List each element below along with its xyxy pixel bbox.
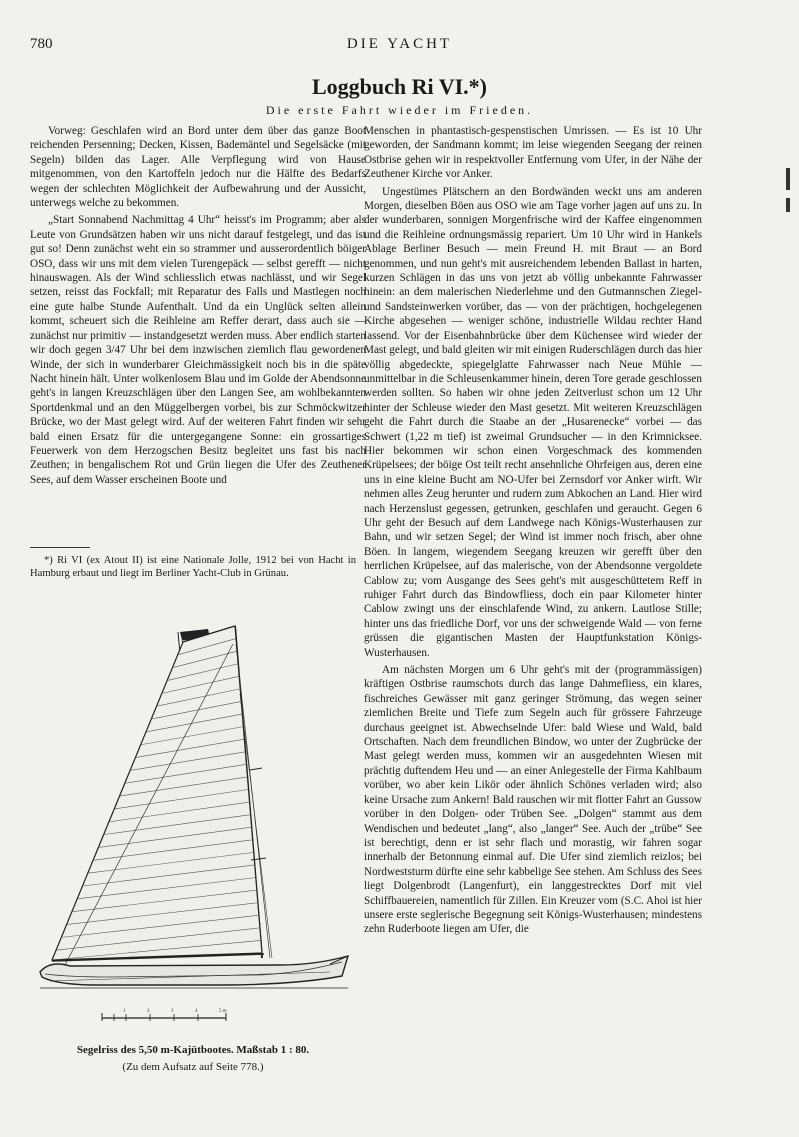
scan-edge-mark bbox=[786, 168, 790, 190]
left-column bbox=[30, 124, 366, 490]
right-paragraph-1: Menschen in phantastisch-gespenstischen Umrissen. — Es ist 10 Uhr geworden, der Sandmann kommt; im leise wiegenden Seegang der reinen Ostbrise gehen wir in respektvoller Entfernung vom Ufer, in der Nähe der Zeuthener Kirche vor Anker. bbox=[364, 125, 702, 181]
right-column bbox=[364, 124, 702, 940]
mainsail bbox=[52, 626, 262, 960]
article-title: Loggbuch Ri VI.*) bbox=[311, 74, 488, 99]
right-paragraph-3: Am nächsten Morgen um 6 Uhr geht's mit der (programmässigen) kräftigen Ostbrise raumschots durch das lange Dahmefliess, ein klares, fischreiches Gewässer mit ganz geringer Strömung, das wegen seiner ziemlichen Breite und Tiefe zum Segeln auch für grössere Fahrzeuge durchaus geeignet ist. Abwechselnde Ufer: bald Wiese und Wald, bald Ortschaften. Nach dem freundlichen Bindow, wo unter der Zugbrücke der Mast gelegt werden muss, kommen wir an ausgedehnten Wiesen mit prächtig duftendem Heu und — an einer Anlegestelle der Firma Kahlbaum vorüber, wo aber kein Likör oder ähnlich Schönes verladen wird; also keine Ursache zum Ankern! Bald rauschen wir mit flotter Fahrt an Gussow vorüber in den Dolgen- oder Trüben See. „Dolgen“ stammt aus dem Wendischen und bedeutet „lang“, also „langer“ See. Auch der „trübe“ See ist berechtigt, denn er ist sehr flach und morastig, wir fahren sogar innerhalb der Betonnung einmal auf. Die Ufer sind ziemlich reizlos; bei Nordweststurm dürfte eine sehr kabbelige See stehen. Am Schluss des Sees liegt Dolgenbrodt (Langenfurt), ein langgestrecktes Dorf mit viel Schiffbauereien, namentlich für Zillen. Ein Kreuzer vom (S.C. Ahoi ist hier unsere erste seglerische Begegnung seit Königs-Wusterhausen; mindestens zehn Ruderboote liegen am Ufer, die bbox=[364, 664, 702, 936]
scale-label: 1 bbox=[123, 1009, 126, 1014]
scale-label: 2 bbox=[147, 1009, 150, 1014]
scale-bar bbox=[102, 1009, 227, 1021]
figure-caption: Segelriss des 5,50 m-Kajütbootes. Maßstab 1 : 80. bbox=[76, 1044, 310, 1056]
footnote-rule bbox=[30, 547, 90, 548]
scale-label: 5 m bbox=[219, 1009, 227, 1014]
left-paragraph-2: „Start Sonnabend Nachmittag 4 Uhr“ heisst's im Programm; aber als Leute von Grundsätzen haben wir uns nicht darauf festgelegt, und das ist gut so! Denn zunächst weht ein so strammer und ausserordentlich böiger OSO, dass wir uns mit dem vielen Turengepäck — selbst gerefft — nicht hinauswagen. Als der Wind schliesslich etwas nachlässt, und wir Segel setzen, reisst das Fockfall; mit Reparatur des Falls und Mastlegen noch eine gute halbe Stunde Aufenthalt. Und da ein Unglück selten allein kommt, scheuert sich die Reihleine am Reffer derart, dass auch sie — zunächst nur primitiv — instandgesetzt werden muss. Aber endlich starten wir doch gegen 3/47 Uhr bei dem inzwischen ziemlich flau gewordenen Winde, der sich in wunderbarer Gleichmässigkeit noch bis in die späte Nacht hinein hält. Unter wolkenlosem Blau und im Golde der Abendsonne geht's in langen Kreuzschlägen über den Langen See, am wohlbekannten Sportdenkmal und an den Müggelbergen vorbei, bis zur Schmöckwitzer Brücke, wo der Mast gelegt wird. Auf der weiteren Fahrt finden wir sehr bald einen Ersatz für die untergegangene Sonne: ein grossartiges Feuerwerk von dem Herzogschen Besitz begleitet uns fast bis nach Zeuthen; in bengalischem Rot und Grün liegen die Ufer des Zeuthener Sees, auf dem Wasser erscheinen Boote und bbox=[30, 214, 366, 486]
right-paragraph-2: Ungestümes Plätschern an den Bordwänden weckt uns am anderen Morgen, dieselben Böen aus OSO wie am Tage vorher jagen auf uns zu. In der wunderbaren, sonnigen Morgenfrische wird der Kaffee eingenommen und die Reihleine ordnungsmässig repariert. Um 10 Uhr wird in Hankels Ablage Berliner Besuch — mein Freund H. mit Braut — an Bord genommen, und nun geht's mit ausreichendem lebenden Ballast in harten, kurzen Schlägen in das uns von jetzt ab völlig unbekannte Fahrwasser hinein: an dem malerischen Niederlehme und den Gutmannschen Ziegel- und Sandsteinwerken vorüber, das — von der prächtigen, hochgelegenen Kirche abgesehen — weniger schöne, industrielle Wildau rechter Hand lassend. Vor der Eisenbahnbrücke über dem Küchensee wird wieder der Mast gelegt, und bald gleiten wir mit einigen Ruderschlägen durch das hier völlig abgedeckte, spiegelglatte Fahrwasser nach Neue Mühle — unmittelbar in die Schleusenkammer hinein, deren Tore gerade geschlossen werden sollten. So haben wir ohne jeden Zeitverlust schon um 12 Uhr hinter der Schleuse wieder den Mast gesetzt. Mit weiteren Kreuzschlägen geht die Fahrt durch die Staabe an der „Husarenecke“ vorbei — das Schwert (1,22 m tief) ist zweimal Grundsucher — in den Krimnicksee. Hier bekommen wir schon einen Vorgeschmack des kommenden Krüpelsees; der böige Ost teilt recht ansehnliche Ohrfeigen aus, deren eine uns in eine kleine Bucht am NO-Ufer bei Zernsdorf vor Anker wirft. Wir nehmen alles Zeug herunter und rudern zum Abkochen an Land. Hier wird nach Herzenslust gegessen, getrunken, geschlafen und geraucht. Gegen 6 Uhr geht der Besuch auf dem Landwege nach Königs-Wusterhausen zur Bahn, und wir setzen Segel; der Wind ist immer noch frisch, aber ohne Böen. In langem, wiegendem Seegang kreuzen wir gerefft über den herrlichen Krüpelsee, auf das malerische, von der Abendsonne vergoldete Cablow zu; vom Ausgange des Sees geht's mit ausgeschüttetem Reff in ruhiger Fahrt durch das Bindowfliess, doch ein paar Kilometer hinter Cablow zwingt uns der einschlafende Wind, zu ankern. Lautlose Stille; hinter uns das friedliche Dorf, vor uns der schweigende Wald — von ferne grüssen die gigantischen Masten der Hauptfunkstation Königs-Wusterhausen. bbox=[364, 185, 702, 659]
figure-caption-note: (Zu dem Aufsatz auf Seite 778.) bbox=[122, 1061, 264, 1073]
page-number: 780 bbox=[30, 36, 53, 52]
footnote: *) Ri VI (ex Atout II) ist eine Nationale Jolle, 1912 bei von Hacht in Hamburg erbaut und liegt im Berliner Yacht-Club in Grünau. bbox=[30, 555, 356, 579]
scale-label: 3 bbox=[171, 1009, 174, 1014]
mast-fitting bbox=[250, 768, 262, 770]
sail-plan-drawing bbox=[30, 620, 356, 1030]
scale-label: 4 bbox=[195, 1009, 198, 1014]
running-title: DIE YACHT bbox=[346, 36, 453, 52]
scan-edge-mark bbox=[786, 198, 790, 212]
article-subtitle: Die erste Fahrt wieder im Frieden. bbox=[265, 103, 534, 117]
left-paragraph-1: Vorweg: Geschlafen wird an Bord unter dem über das ganze Boot reichenden Persenning; Decken, Kissen, Bademäntel und Segelsäcke (mit Segeln) bilden das Lager. Alle Verpflegung wird von Hause mitgenommen, von den Kartoffeln jedoch nur die Hälfte des Bedarfs wegen der schlechten Möglichkeit der Aufbewahrung und der Aussicht, unterwegs welche zu bekommen. bbox=[30, 125, 366, 210]
